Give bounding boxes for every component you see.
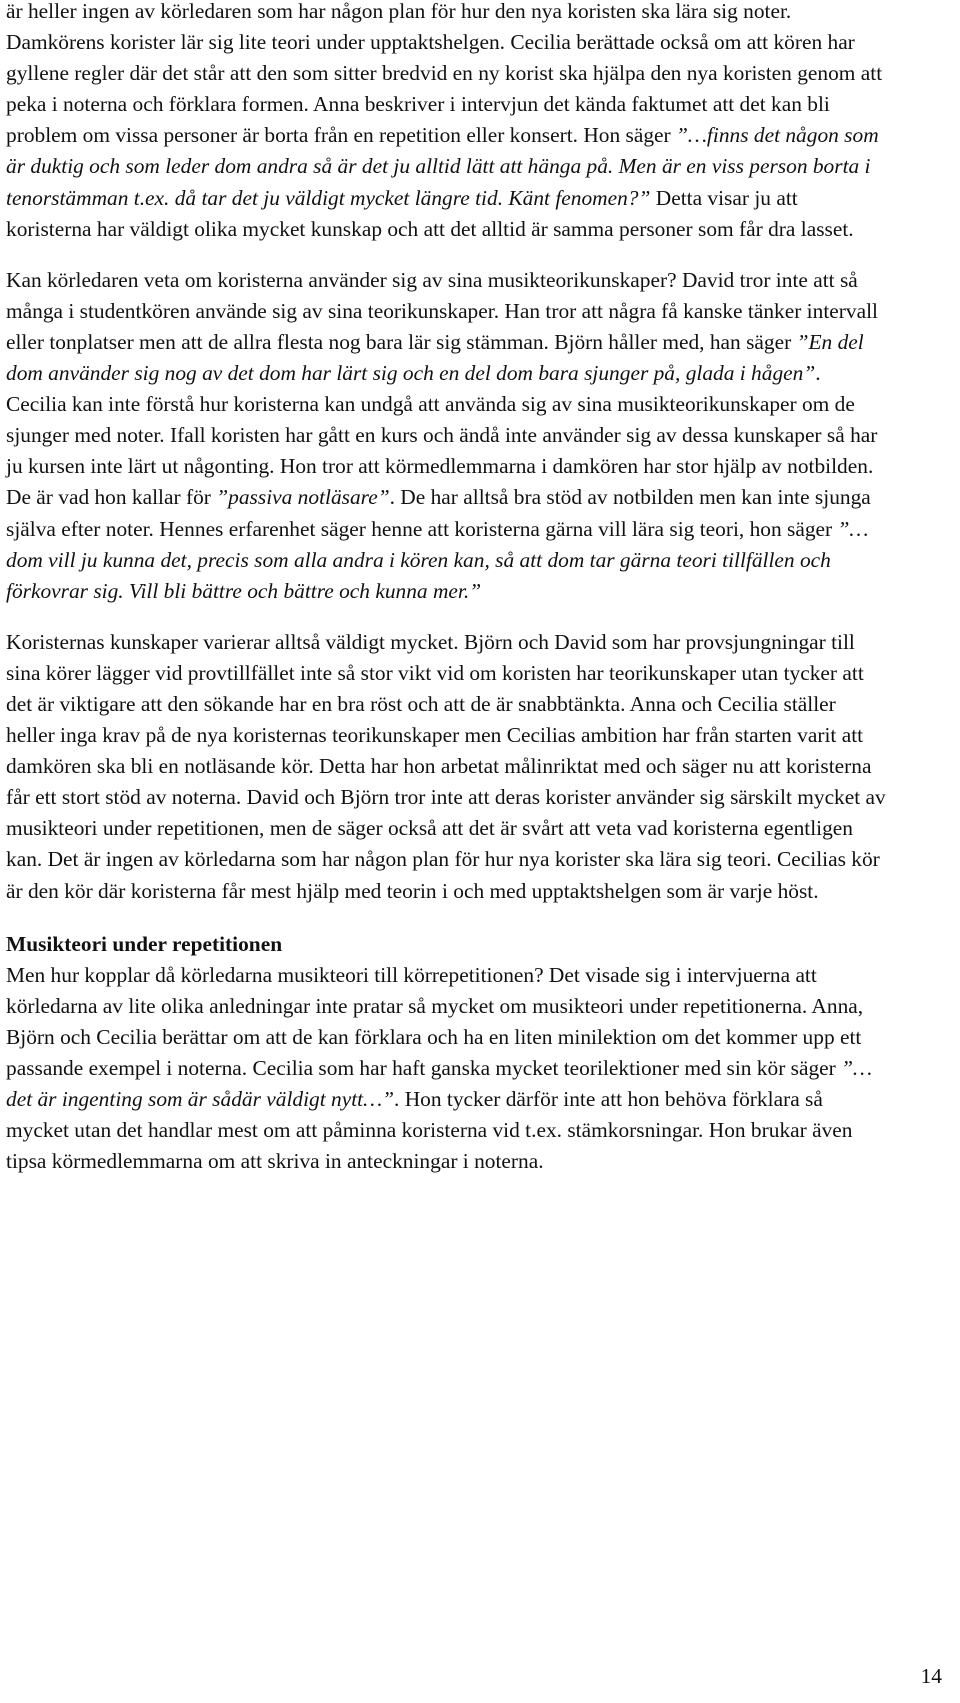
p3-text-1: Koristernas kunskaper varierar alltså väldigt mycket. Björn och David som har provsjungningar till sina körer lägger vid provtillfället inte så stor vikt vid om koristen har teorikunskaper utan tycker att det är viktigare att den sökande har en bra röst och att de är snabbtänkta. Anna och Cecilia ställer heller inga krav på de nya koristernas teorikunskaper men Cecilias ambition har från starten varit att damkören ska bli en notläsande kör. Detta har hon arbetat målinriktat med och säger nu att koristerna får ett stort stöd av noterna. David och Björn tror inte att deras korister använder sig särskilt mycket av musikteori under repetitionen, men de säger också att det är svårt att veta vad koristerna egentligen kan. Det är ingen av körledarna som har någon plan för hur nya korister ska lära sig teori. Cecilias kör är den kör där koristerna får mest hjälp med teorin i och med upptaktshelgen som är varje höst.	[6, 629, 886, 903]
p2-quote-3: ”…dom vill ju kunna det, precis som alla andra i kören kan, så att dom tar gärna teori tillfällen och förkovrar sig. Vill bli bättre och bättre och kunna mer.”	[6, 516, 869, 603]
page-number: 14	[920, 1664, 942, 1688]
document-page	[6, 0, 886, 1177]
paragraph-4	[6, 960, 886, 1178]
p2-text-1: Kan körledaren veta om koristerna använder sig av sina musikteorikunskaper? David tror inte att så många i studentkören använde sig av sina teorikunskaper. Han tror att några få kanske tänker intervall eller tonplatser men att de allra flesta nog bara lär sig stämman. Björn håller med, han säger	[6, 267, 878, 354]
p4-text-1: Men hur kopplar då körledarna musikteori till körrepetitionen? Det visade sig i intervjuerna att körledarna av lite olika anledningar inte pratar så mycket om musikteori under repetitionerna. Anna, Björn och Cecilia berättar om att de kan förklara och ha en liten minilektion om det kommer upp ett passande exempel i noterna. Cecilia som har haft ganska mycket teorilektioner med sin kör säger	[6, 962, 864, 1080]
p2-quote-1: ”En del dom använder sig nog av det dom har lärt sig och en del dom bara sjunger på, glada i hågen”	[6, 329, 864, 386]
p1-text-2: Detta visar ju att koristerna har väldigt olika mycket kunskap och att det alltid är samma personer som får dra lasset.	[6, 185, 854, 241]
p1-text-1: är heller ingen av körledaren som har någon plan för hur den nya koristen ska lära sig noter. Damkörens korister lär sig lite teori under upptaktshelgen. Cecilia berättade också om att kören har gyllene regler där det står att den som sitter bredvid en ny korist ska hjälpa den nya koristen genom att peka i noterna och förklara formen. Anna beskriver i intervjun det kända faktumet att det kan bli problem om vissa personer är borta från en repetition eller konsert. Hon säger	[6, 0, 883, 148]
p1-quote-1: ”…finns det någon som är duktig och som leder dom andra så är det ju alltid lätt att hänga på. Men är en viss person borta i tenorstämman t.ex. då tar det ju väldigt mycket längre tid. Känt fenomen?”	[6, 123, 879, 210]
paragraph-2	[6, 265, 886, 607]
section-heading: Musikteori under repetitionen	[6, 931, 283, 956]
p2-text-3: . De har alltså bra stöd av notbilden men kan inte sjunga själva efter noter. Hennes erfarenhet säger henne att koristerna gärna vill lära sig teori, hon säger	[6, 485, 871, 541]
p4-quote-1: ”…det är ingenting som är sådär väldigt nytt…”	[6, 1056, 873, 1112]
paragraph-1	[6, 0, 886, 245]
paragraph-3	[6, 627, 886, 907]
p2-text-2: . Cecilia kan inte förstå hur koristerna kan undgå att använda sig av sina musikteorikunskaper om de sjunger med noter. Ifall koristen har gått en kurs och ändå inte använder sig av dessa kunskaper så har ju kursen inte lärt ut någonting. Hon tror att körmedlemmarna i damkören har stor hjälp av notbilden. De är vad hon kallar för	[6, 361, 878, 510]
p2-quote-2: ”passiva notläsare”	[216, 485, 390, 510]
p4-text-2: . Hon tycker därför inte att hon behöva förklara så mycket utan det handlar mest om att påminna koristerna vid t.ex. stämkorsningar. Hon brukar även tipsa körmedlemmarna om att skriva in anteckningar i noterna.	[6, 1087, 853, 1174]
